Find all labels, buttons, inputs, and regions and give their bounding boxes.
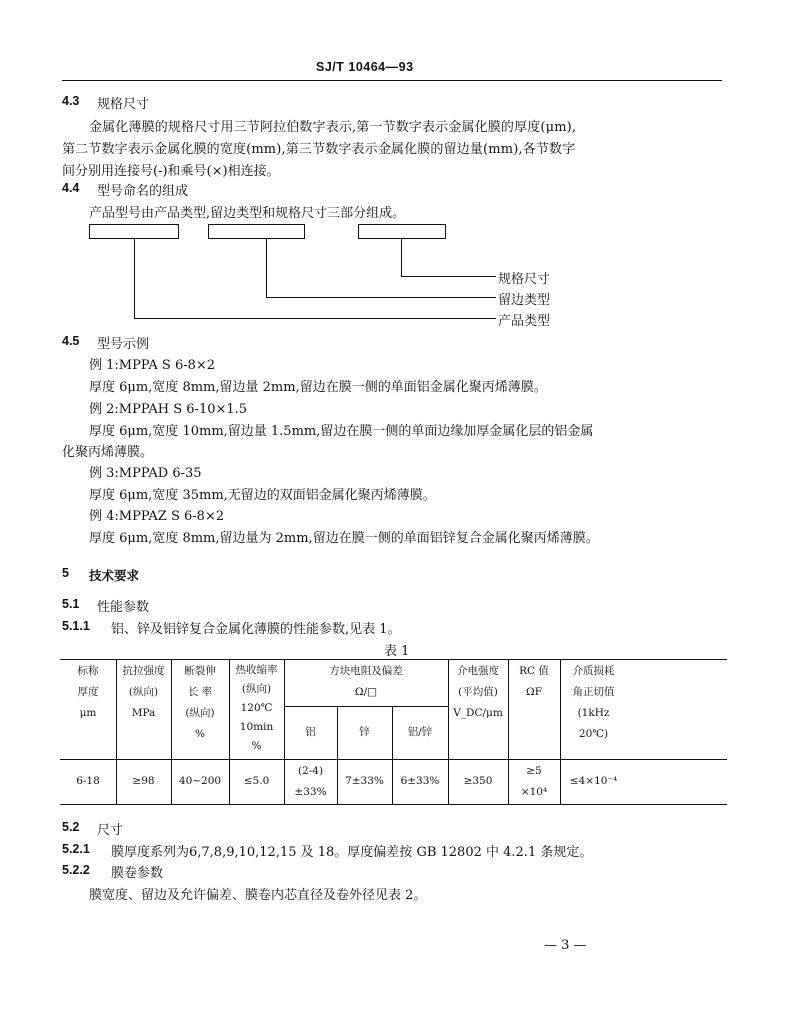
product-type-connector [134,239,135,318]
th-tensile-strength: 抗拉强度 (纵向) MPa [122,665,165,719]
product-type-label: 产品类型 [498,314,551,329]
td-thickness: 6-18 [76,775,100,787]
th-aluminum: 铝 [305,726,316,738]
section-5-2-1-number: 5.2.1 [62,842,90,856]
example-3-title: 例 3:MPPAD 6-35 [89,466,202,481]
section-5-2-number: 5.2 [62,820,80,834]
table-header-bottom [60,759,727,760]
section-5-2-2-title: 膜卷参数 [111,866,164,881]
section-5-number: 5 [62,566,69,580]
product-type-leader [134,318,496,319]
td-tensile-strength: ≥98 [132,775,155,787]
example-4-title: 例 4:MPPAZ S 6-8×2 [89,509,225,524]
example-1-desc: 厚度 6μm,宽度 8mm,留边量 2mm,留边在膜一侧的单面铝金属化聚丙烯薄膜。 [89,380,547,395]
example-2-desc: 厚度 6μm,宽度 10mm,留边量 1.5mm,留边在膜一侧的单面边缘加厚金属化层的铝金属 [89,424,594,439]
edge-type-leader [266,297,496,298]
section-4-3-line2: 第二节数字表示金属化膜的宽度(mm),第三节数字表示金属化膜的留边量(mm),各节数字 [62,142,576,157]
section-4-3-title: 规格尺寸 [97,97,150,112]
td-zinc-resistance: 7±33% [345,775,384,787]
th-thickness: 标称 厚度 μm [77,665,99,719]
td-dielectric-strength: ≥350 [463,775,493,787]
section-5-2-2-number: 5.2.2 [62,863,90,877]
section-4-5-number: 4.5 [62,334,80,348]
section-5-1-1-number: 5.1.1 [62,619,90,633]
page-number: — 3 — [544,938,587,953]
th-rc-value: RC 值 ΩF [519,665,549,698]
section-5-2-2-text: 膜宽度、留边及允许偏差、膜卷内芯直径及卷外径见表 2。 [89,888,427,903]
section-5-2-1-text: 膜厚度系列为6,7,8,9,10,12,15 及 18。厚度偏差按 GB 12802 中 4.2.1 条规定。 [111,845,593,860]
table-bottom-border [60,804,727,805]
table-top-border [60,659,727,660]
edge-type-box [208,224,305,239]
product-type-box [89,224,179,239]
section-4-5-title: 型号示例 [97,337,150,352]
example-3-desc: 厚度 6μm,宽度 35mm,无留边的双面铝金属化聚丙烯薄膜。 [89,488,436,503]
th-zinc: 锌 [359,726,370,738]
section-5-1-title: 性能参数 [97,600,150,615]
th-loss-tangent: 介质损耗 角正切值 (1kHz 20℃) [572,665,615,740]
example-2-desc-cont: 化聚丙烯薄膜。 [62,445,154,460]
section-4-3-number: 4.3 [62,94,80,108]
example-2-title: 例 2:MPPAH S 6-10×1.5 [89,402,248,417]
section-5-2-title: 尺寸 [97,823,124,838]
example-4-desc: 厚度 6μm,宽度 8mm,留边量为 2mm,留边在膜一侧的单面铝锌复合金属化聚丙烯薄膜。 [89,531,599,546]
table-subheader-line [284,706,448,707]
example-1-title: 例 1:MPPA S 6-8×2 [89,358,216,373]
section-5-1-1-text: 铝、锌及铝锌复合金属化薄膜的性能参数,见表 1。 [111,622,401,637]
edge-type-label: 留边类型 [498,293,551,308]
size-spec-leader [401,276,496,277]
section-4-4-number: 4.4 [62,181,80,195]
td-rc-value: ≥5 ×10⁴ [520,765,548,798]
section-4-3-line3: 间分别用连接号(-)和乘号(×)相连接。 [62,164,280,179]
table-1-caption: 表 1 [384,644,410,659]
td-aluminum-resistance: (2-4) ±33% [294,765,327,798]
td-heat-shrinkage: ≤5.0 [243,775,270,787]
section-4-3-line1: 金属化薄膜的规格尺寸用三节阿拉伯数字表示,第一节数字表示金属化膜的厚度(μm), [89,120,577,135]
td-aluminum-zinc-resistance: 6±33% [400,775,440,787]
section-5-title: 技术要求 [89,569,140,583]
size-spec-label: 规格尺寸 [498,272,551,287]
th-heat-shrinkage: 热收缩率 (纵向) 120℃ 10min % [235,664,278,752]
section-5-1-number: 5.1 [62,597,80,611]
edge-type-connector [266,239,267,297]
th-dielectric-strength: 介电强度 (平均值) V_DC/μm [453,665,503,719]
size-spec-box [358,224,446,239]
th-sheet-resistance: 方块电阻及偏差 Ω/□ [329,665,403,698]
size-spec-connector [401,239,402,276]
th-aluminum-zinc: 铝/锌 [407,726,433,738]
section-4-4-text: 产品型号由产品类型,留边类型和规格尺寸三部分组成。 [89,206,406,221]
header-rule [62,80,722,81]
section-4-4-title: 型号命名的组成 [97,184,189,199]
document-code: SJ/T 10464—93 [316,60,414,74]
td-loss-tangent: ≤4×10⁻⁴ [569,775,618,787]
td-elongation: 40~200 [178,775,222,787]
th-elongation: 断裂伸 长 率 (纵向) % [184,665,216,740]
